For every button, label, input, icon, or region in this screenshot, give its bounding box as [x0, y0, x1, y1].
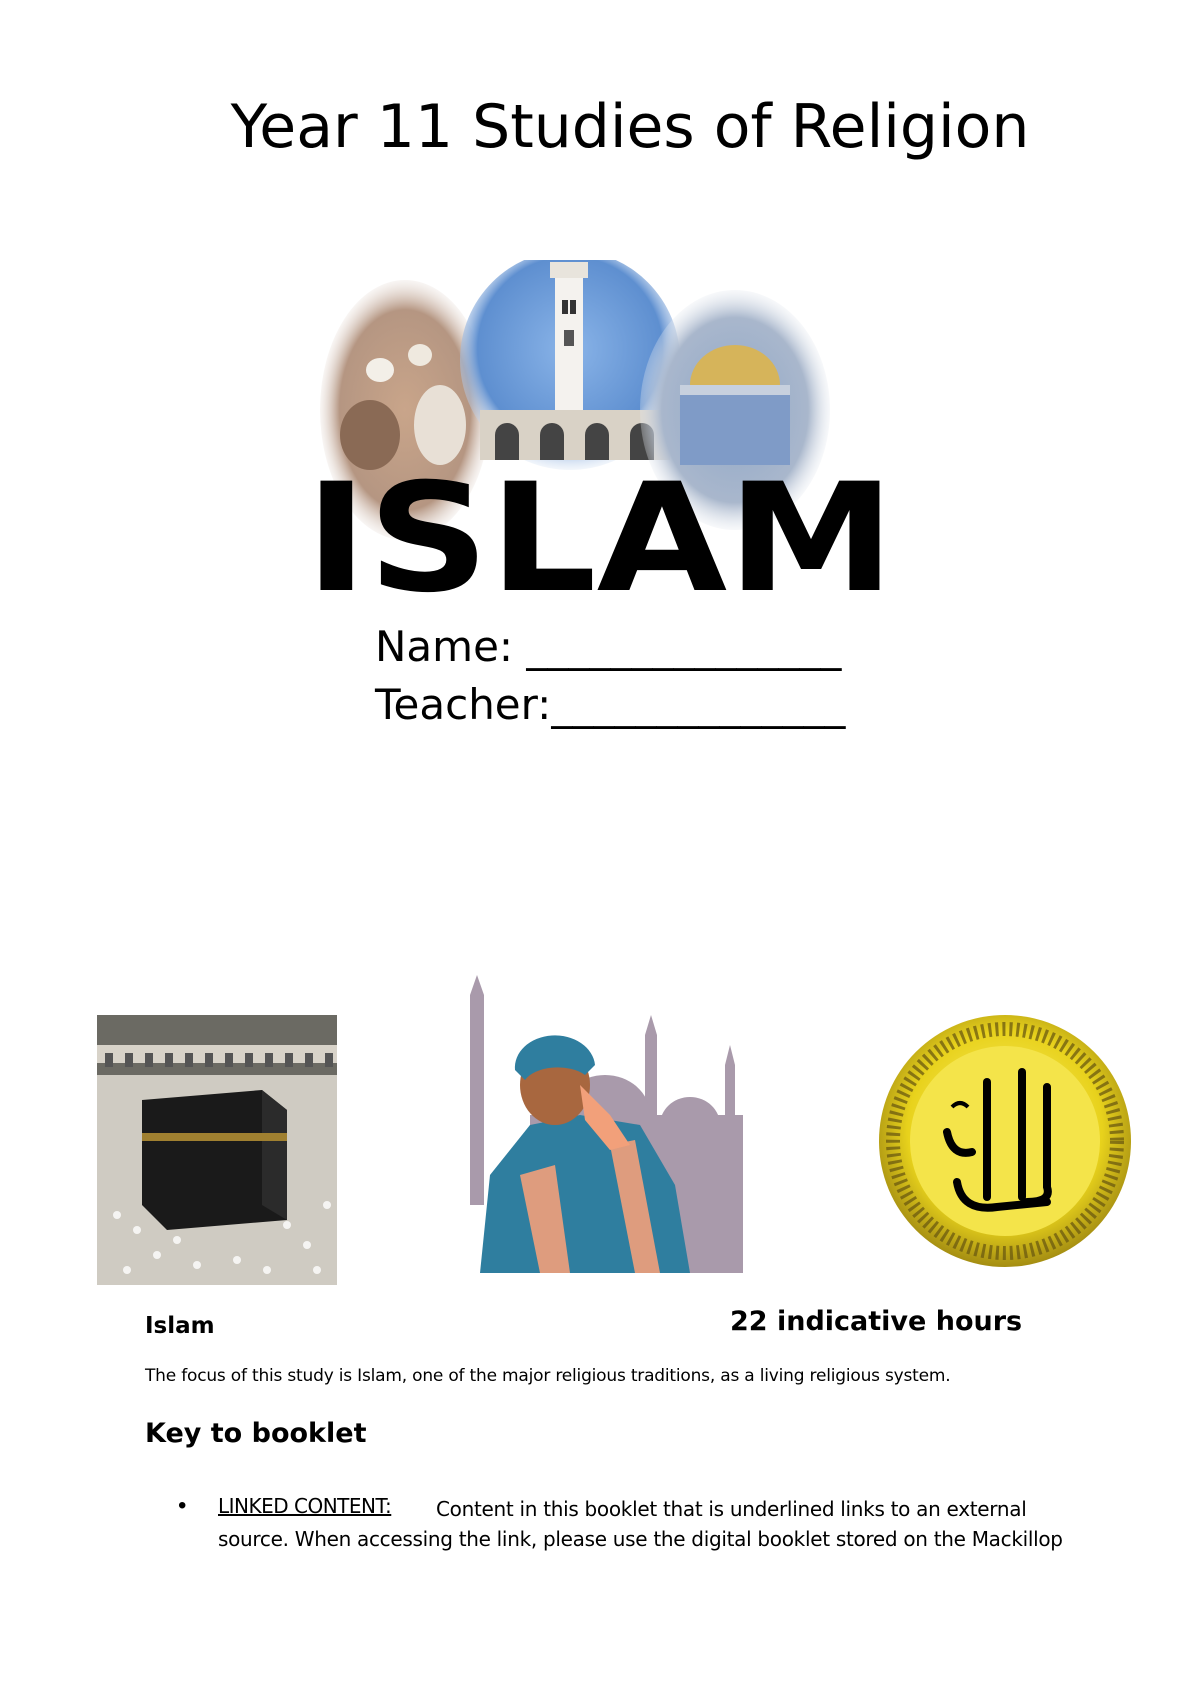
document-title: Year 11 Studies of Religion [230, 92, 1030, 162]
kaaba-photo [97, 1015, 337, 1285]
allah-calligraphy-medallion [877, 1012, 1133, 1270]
linked-content-label: LINKED CONTENT: [218, 1494, 392, 1518]
teacher-name-field[interactable]: Teacher:______________ [375, 680, 846, 729]
student-name-field[interactable]: Name: _______________ [375, 622, 842, 671]
linked-content-description: Content in this booklet that is underlined links to an external source. When accessing the link, please use the digital booklet stored on the Mackillop [218, 1497, 1063, 1551]
islam-hero-image [300, 260, 900, 610]
focus-statement: The focus of this study is Islam, one of the major religious traditions, as a living religious system. [145, 1366, 951, 1386]
call-to-prayer-illustration [460, 975, 743, 1273]
topic-label: Islam [145, 1313, 215, 1339]
key-heading: Key to booklet [145, 1418, 367, 1449]
islam-wordmark: ISLAM [305, 452, 895, 610]
bullet-icon: • [178, 1492, 187, 1519]
indicative-hours: 22 indicative hours [730, 1306, 1023, 1337]
